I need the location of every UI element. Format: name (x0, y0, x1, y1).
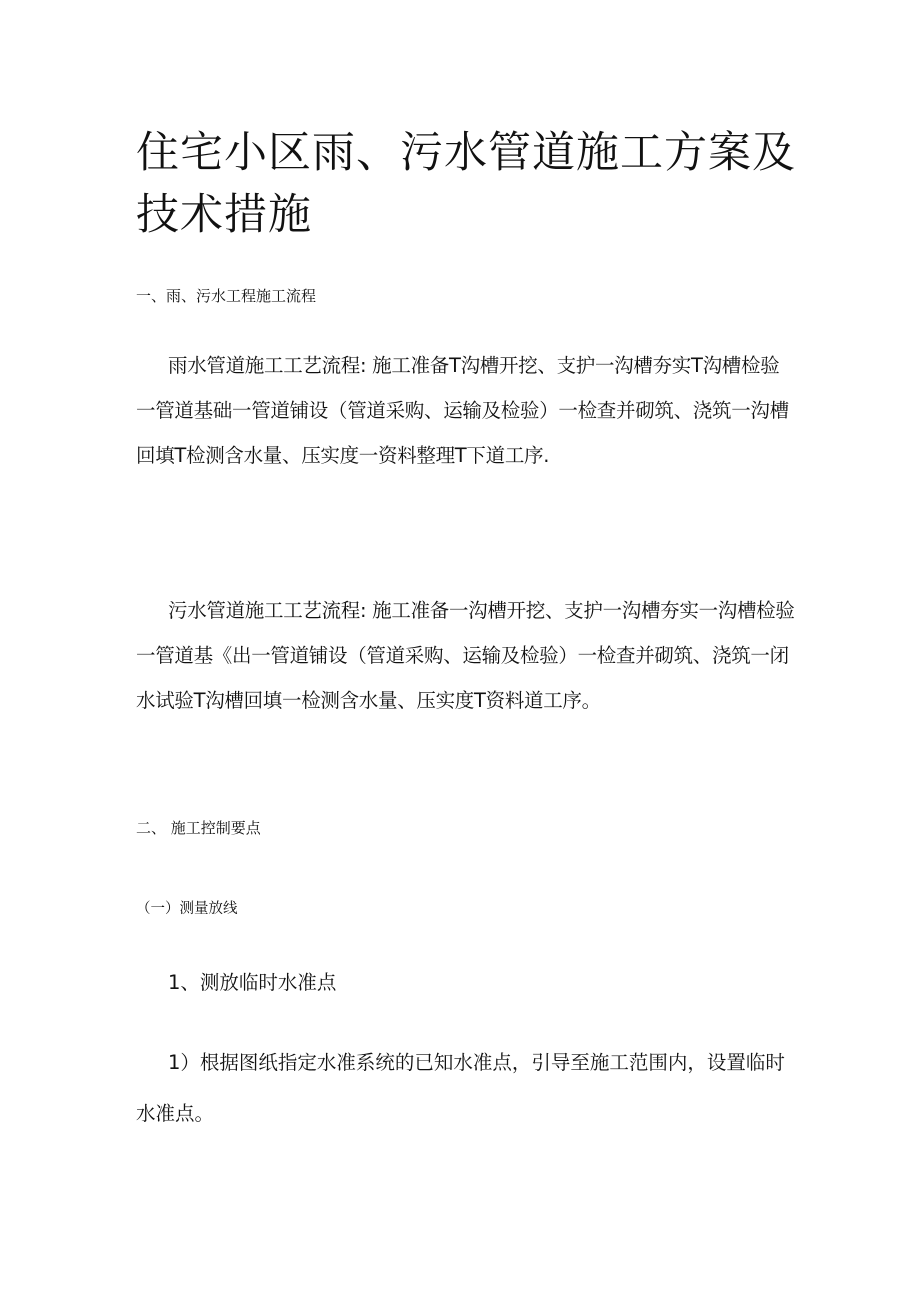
paragraph-benchmark-setup: 1）根据图纸指定水准系统的已知水准点，引导至施工范围内，设置临时水准点。 (136, 1051, 785, 1125)
paragraph-sewage-workflow: 污水管道施工工艺流程: 施工准备一沟槽开挖、支护一沟槽夯实一沟槽检验一管道基《出一管道铺设（管道采购、运输及检验）一检查并砌筑、浇筑一闭水试验T沟槽回填一检测含水量、压实度T资料道工序。 (136, 599, 795, 712)
section-heading-workflow: 一、雨、污水工程施工流程 (136, 287, 317, 305)
section-heading-control-points: 二、 施工控制要点 (136, 819, 261, 837)
subsection-heading-survey: （一）测量放线 (136, 901, 238, 917)
document-title: 住宅小区雨、污水管道施工方案及技术措施 (136, 128, 796, 240)
item-heading-benchmark: 1、测放临时水准点 (168, 971, 337, 994)
paragraph-rain-workflow: 雨水管道施工工艺流程: 施工准备T沟槽开挖、支护一沟槽夯实T沟槽检验一管道基础一管道铺设（管道采购、运输及检验）一检查并砌筑、浇筑一沟槽回填T检测含水量、压实度一资料整理T下道工序. (136, 354, 789, 467)
